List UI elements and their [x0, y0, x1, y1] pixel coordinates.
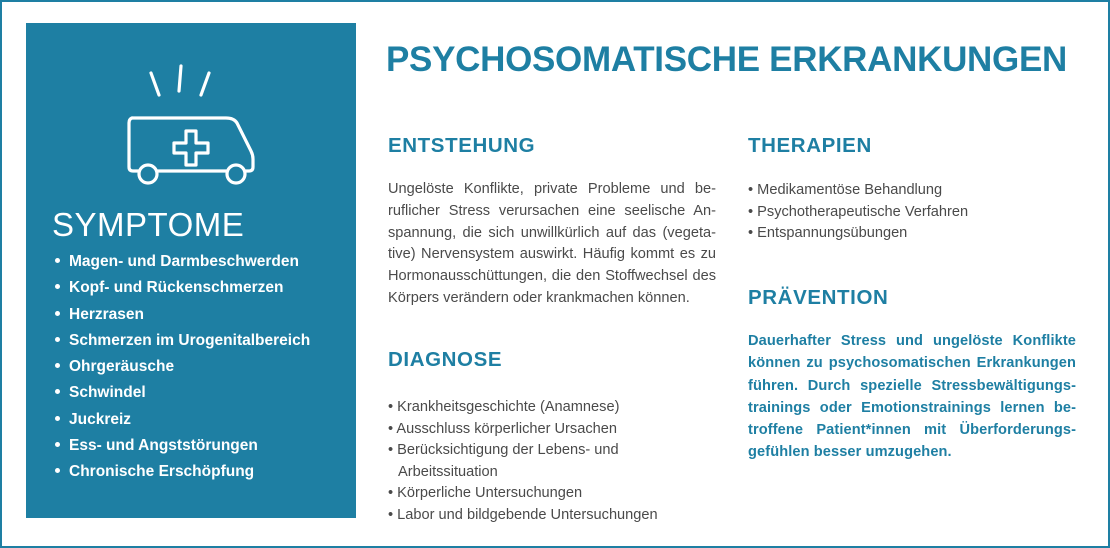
symptoms-panel [26, 23, 356, 518]
praevention-heading: PRÄVENTION [748, 286, 889, 309]
symptoms-title: SYMPTOME [52, 206, 245, 243]
list-item: Schwindel [52, 380, 310, 406]
entstehung-heading: ENTSTEHUNG [388, 134, 536, 157]
list-item: Herzrasen [52, 302, 310, 328]
list-item: • Labor und bildgebende Untersuchungen [388, 505, 688, 527]
diagnose-list [388, 397, 688, 527]
list-item: • Medikamentöse Behandlung [748, 180, 1068, 202]
symptoms-list [52, 249, 310, 486]
list-item: • Körperliche Untersuchungen [388, 483, 688, 505]
list-item: • Psychotherapeutische Verfahren [748, 202, 1068, 224]
list-item: • Berücksichtigung der Lebens- und Arbeitssituation [388, 440, 688, 483]
list-item: • Krankheitsgeschichte (Anamnese) [388, 397, 688, 419]
list-item: Chronische Erschöpfung [52, 459, 310, 485]
list-item: Ess- und Angststörungen [52, 433, 310, 459]
page-title: PSYCHOSOMATISCHE ERKRANKUNGEN [386, 40, 1067, 79]
list-item: Ohrgeräusche [52, 354, 310, 380]
list-item: • Ausschluss körperlicher Ursachen [388, 419, 688, 441]
therapien-heading: THERAPIEN [748, 134, 872, 157]
list-item: Kopf- und Rückenschmerzen [52, 275, 310, 301]
therapien-list [748, 180, 1068, 245]
diagnose-heading: DIAGNOSE [388, 348, 503, 371]
list-item: Schmerzen im Urogenitalbereich [52, 328, 310, 354]
list-item: Magen- und Darmbeschwerden [52, 249, 310, 275]
list-item: • Entspannungsübungen [748, 223, 1068, 245]
ambulance-icon [118, 43, 278, 193]
praevention-text: Dauerhafter Stress und ungelöste Konflikte können zu psychosomatischen Erkrankungen führen. Durch spezielle Stressbewältigungstrainings oder Emotionstrainings lernen betroffene Patient*innen mit Überforderungsgefühlen besser umzugehen. [748, 333, 1076, 461]
list-item: Juckreiz [52, 407, 310, 433]
entstehung-text: Ungelöste Konflikte, private Probleme und beruflicher Stress verursachen eine seelische Anspannung, die sich unwillkürlich auf das (vegetative) Nervensystem auswirkt. Häufig kommt es zu Hormonausschüttungen, die den Stoffwechsel des Körpers verändern oder krankmachen können. [388, 181, 716, 306]
